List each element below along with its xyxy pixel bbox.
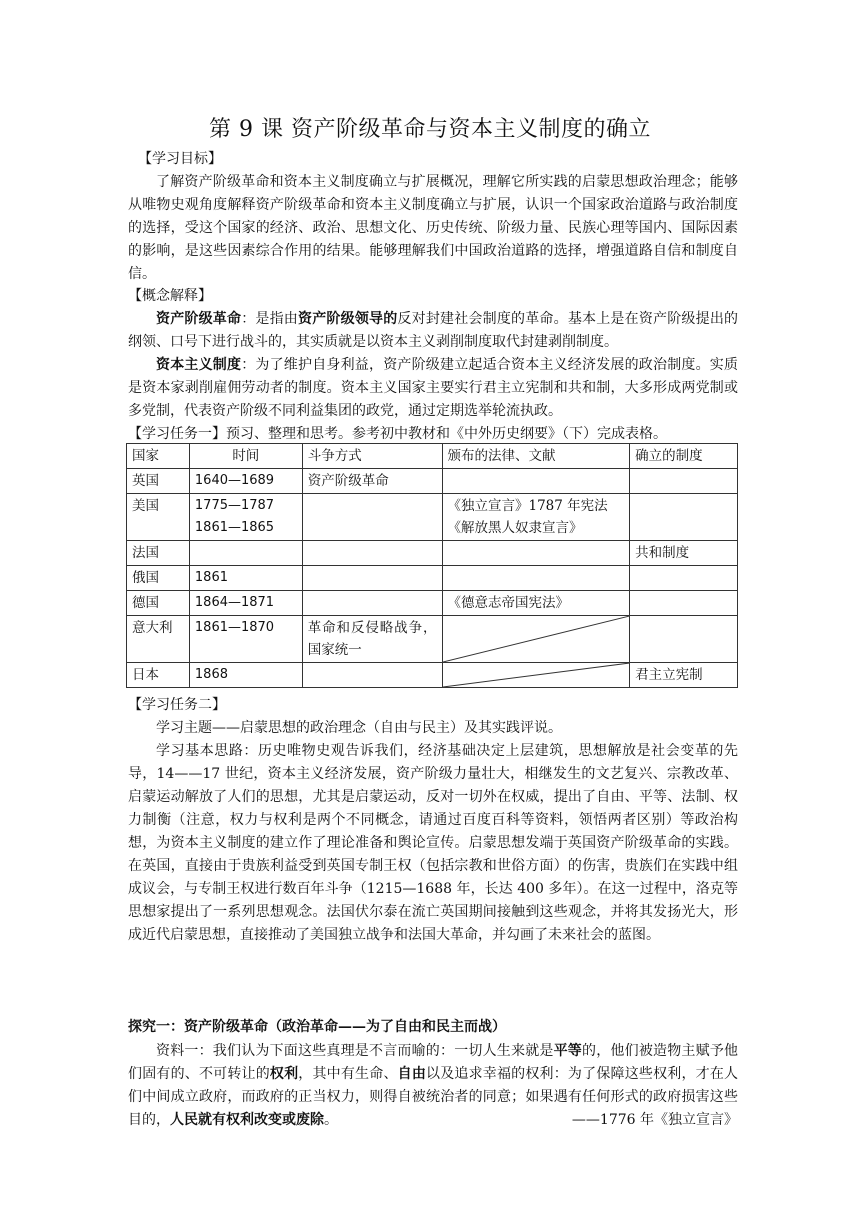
cell-time: 1861 [189, 566, 302, 591]
concept-term: 资产阶级革命 [156, 311, 242, 327]
material-emphasis: 平等 [553, 1043, 583, 1059]
cell-law-crossed [442, 616, 630, 663]
cell-time: 1868 [189, 663, 302, 688]
table-row [127, 663, 738, 688]
table-header-row [127, 444, 738, 469]
table-row [127, 616, 738, 663]
objectives-text: 了解资产阶级革命和资本主义制度确立与扩展概况，理解它所实践的启蒙思想政治理念；能够从唯物史观角度解释资产阶级革命和资本主义制度确立与扩展，认识一个国家政治道路与政治制度的选择，受这个国家的经济、政治、思想文化、历史传统、阶级力量、民族心理等国内、国际因素的影响，是这些因素综合作用的结果。能够理解我们中国政治道路的选择，增强道路自信和制度自信。 [128, 174, 738, 282]
cell-time-line: 1775—1787 [194, 498, 275, 513]
cell-method [302, 591, 442, 616]
cell-method: 革命和反侵略战争，国家统一 [302, 616, 442, 663]
table-row [127, 541, 738, 566]
material-emphasis: 自由 [397, 1066, 427, 1082]
diagonal-line [443, 663, 630, 687]
header-cell: 确立的制度 [630, 444, 738, 469]
material-text: 。 [324, 1112, 338, 1128]
cell-country: 日本 [127, 663, 190, 688]
cell-method [302, 541, 442, 566]
cell-law [442, 469, 630, 494]
cell-time [189, 494, 302, 541]
concept-term: 资本主义制度 [156, 357, 242, 373]
cell-country: 意大利 [127, 616, 190, 663]
cell-country: 美国 [127, 494, 190, 541]
cell-system [630, 591, 738, 616]
cell-country: 德国 [127, 591, 190, 616]
cell-method [302, 663, 442, 688]
cell-method [302, 494, 442, 541]
header-cell: 颁布的法律、文献 [442, 444, 630, 469]
cell-method: 资产阶级革命 [302, 469, 442, 494]
concepts-heading: 【概念解释】 [128, 288, 212, 304]
cell-system: 君主立宪制 [630, 663, 738, 688]
cell-law-line: 《独立宣言》1787 年宪法 [447, 498, 608, 514]
task2-theme: 学习主题——启蒙思想的政治理念（自由与民主）及其实践评说。 [156, 720, 562, 736]
cell-time: 1864—1871 [189, 591, 302, 616]
cell-law [442, 566, 630, 591]
cell-system: 共和制度 [630, 541, 738, 566]
concept-bourgeois-revolution [128, 308, 738, 354]
table-row [127, 469, 738, 494]
cell-system [630, 494, 738, 541]
task1-heading: 【学习任务一】 [128, 426, 226, 442]
cell-law [442, 494, 630, 541]
cell-country: 英国 [127, 469, 190, 494]
explore1-heading: 探究一：资产阶级革命（政治革命——为了自由和民主而战） [128, 1019, 506, 1035]
concept-emphasis: 资产阶级领导的 [298, 311, 398, 327]
cell-system [630, 469, 738, 494]
cell-method [302, 566, 442, 591]
page-title: 第 9 课 资产阶级革命与资本主义制度的确立 [209, 117, 651, 142]
cell-law [442, 541, 630, 566]
material-one [128, 1040, 738, 1132]
task1-text: 预习、整理和思考。参考初中教材和《中外历史纲要》（下）完成表格。 [226, 426, 667, 442]
cell-law-line: 《解放黑人奴隶宣言》 [447, 520, 583, 536]
table-row [127, 591, 738, 616]
table-row [127, 494, 738, 541]
diagonal-line [443, 616, 630, 662]
material-text: 以及追求幸福的权利：为了保障这些权利，才在人们中间成立政府，而政府的正当权力，则得自被统治者的同意；如果遇有任何形式的政府损害这些目的， [128, 1066, 739, 1128]
task2-idea: 学习基本思路：历史唯物史观告诉我们，经济基础决定上层建筑，思想解放是社会变革的先导，14——17 世纪，资本主义经济发展，资产阶级力量壮大，相继发生的文艺复兴、宗教改革、启蒙运动解放了人们的思想，尤其是启蒙运动，反对一切外在权威，提出了自由、平等、法制、权力制衡（注意，权力与权利是两个不同概念，请通过百度百科等资料，领悟两者区别）等政治构想，为资本主义制度的建立作了理论准备和舆论宣传。启蒙思想发端于英国资产阶级革命的实践。在英国，直接由于贵族利益受到英国专制王权（包括宗教和世俗方面）的伤害，贵族们在实践中组成议会，与专制王权进行数百年斗争（1215—1688 年，长达 400 多年）。在这一过程中，洛克等思想家提出了一系列思想观念。法国伏尔泰在流亡英国期间接触到这些观念，并将其发扬光大，形成近代启蒙思想，直接推动了美国独立战争和法国大革命，并勾画了未来社会的蓝图。 [128, 743, 738, 943]
concept-text: 反对封建社会制度的革命。基本上是在资产阶级提出的纲领、口号下进行战斗的，其实质就是以资本主义剥削制度取代封建剥削制度。 [128, 311, 739, 350]
cell-law: 《德意志帝国宪法》 [442, 591, 630, 616]
header-cell: 斗争方式 [302, 444, 442, 469]
concept-text: ：是指由 [241, 311, 299, 327]
cell-time: 1640—1689 [189, 469, 302, 494]
task2-heading: 【学习任务二】 [128, 697, 226, 713]
header-cell: 时间 [189, 444, 302, 469]
material-text: ，其中有生命、 [298, 1066, 398, 1082]
cell-time [189, 541, 302, 566]
material-emphasis: 权利 [269, 1066, 299, 1082]
concept-capitalist-system [128, 354, 738, 423]
cell-country: 法国 [127, 541, 190, 566]
cell-system [630, 616, 738, 663]
history-table [126, 443, 738, 688]
cell-time: 1861—1870 [189, 616, 302, 663]
cell-law-crossed [442, 663, 630, 688]
table-row [127, 566, 738, 591]
material-emphasis: 人民就有权利改变或废除 [170, 1112, 324, 1128]
cell-system [630, 566, 738, 591]
material-source: ——1776 年《独立宣言》 [571, 1112, 738, 1128]
cell-country: 俄国 [127, 566, 190, 591]
header-cell: 国家 [127, 444, 190, 469]
cell-time-line: 1861—1865 [194, 520, 275, 535]
concept-text: ：为了维护自身利益，资产阶级建立起适合资本主义经济发展的政治制度。实质是资本家剥削雇佣劳动者的制度。资本主义国家主要实行君主立宪制和共和制，大多形成两党制或多党制，代表资产阶级不同利益集团的政党，通过定期选举轮流执政。 [128, 357, 739, 419]
material-text: 资料一：我们认为下面这些真理是不言而喻的：一切人生来就是 [156, 1043, 554, 1059]
material-text: 的，他们被造物主赋予他们固有的、不可转让的 [128, 1043, 739, 1082]
objectives-heading: 【学习目标】 [138, 151, 222, 167]
